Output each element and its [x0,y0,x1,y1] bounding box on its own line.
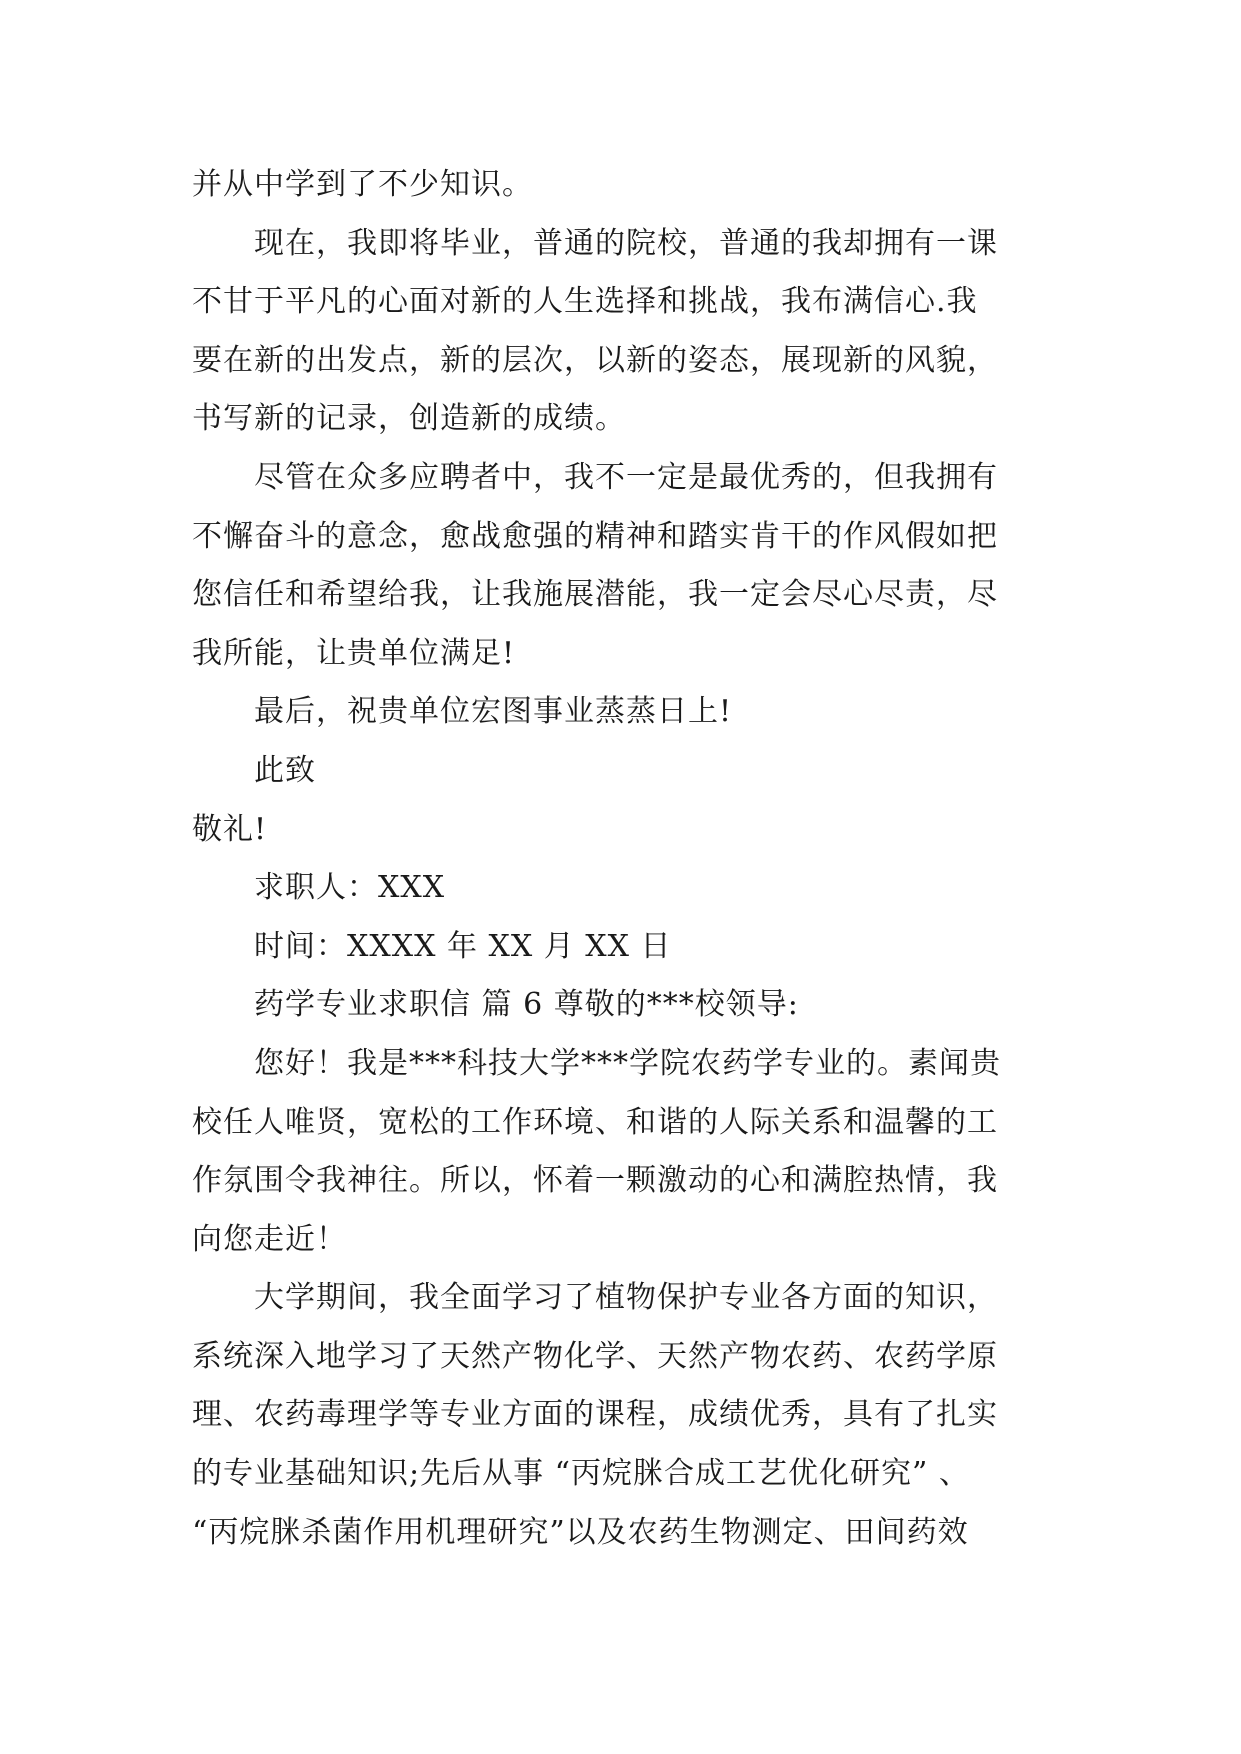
text-line-24: “丙烷脒杀菌作用机理研究”以及农药生物测定、田间药效 [192,1514,969,1550]
text-line-8: 您信任和希望给我，让我施展潜能，我一定会尽心尽责，尽 [192,577,998,613]
text-line-13: 求职人：XXX [254,870,446,906]
text-line-9: 我所能，让贵单位满足! [192,635,516,671]
text-line-4: 要在新的出发点，新的层次，以新的姿态，展现新的风貌， [192,342,998,378]
text-line-19: 向您走近！ [192,1221,347,1257]
text-line-2: 现在，我即将毕业，普通的院校，普通的我却拥有一课 [254,225,998,261]
text-line-5: 书写新的记录，创造新的成绩。 [192,401,626,437]
text-line-10: 最后，祝贵单位宏图事业蒸蒸日上! [254,694,733,730]
text-line-23: 的专业基础知识;先后从事 “丙烷脒合成工艺优化研究” 、 [192,1456,970,1492]
text-line-7: 不懈奋斗的意念，愈战愈强的精神和踏实肯干的作风假如把 [192,518,998,554]
text-line-22: 理、农药毒理学等专业方面的课程，成绩优秀，具有了扎实 [192,1397,998,1433]
text-line-1: 并从中学到了不少知识。 [192,167,533,202]
text-line-11: 此致 [254,752,316,788]
text-line-17: 校任人唯贤，宽松的工作环境、和谐的人际关系和温馨的工 [192,1104,998,1140]
text-line-12: 敬礼! [192,811,268,847]
text-line-18: 作氛围令我神往。所以，怀着一颗激动的心和满腔热情，我 [192,1163,998,1199]
text-line-16: 您好！我是***科技大学***学院农药学专业的。素闻贵 [254,1045,1001,1081]
text-line-15: 药学专业求职信 篇 6 尊敬的***校领导: [254,987,799,1023]
text-line-14: 时间：XXXX 年 XX 月 XX 日 [254,928,672,964]
text-line-3: 不甘于平凡的心面对新的人生选择和挑战，我布满信心.我 [192,284,978,320]
text-line-20: 大学期间，我全面学习了植物保护专业各方面的知识， [254,1280,998,1316]
document-body [192,156,1052,1562]
text-line-21: 系统深入地学习了天然产物化学、天然产物农药、农药学原 [192,1338,998,1374]
text-line-6: 尽管在众多应聘者中，我不一定是最优秀的，但我拥有 [254,459,998,495]
